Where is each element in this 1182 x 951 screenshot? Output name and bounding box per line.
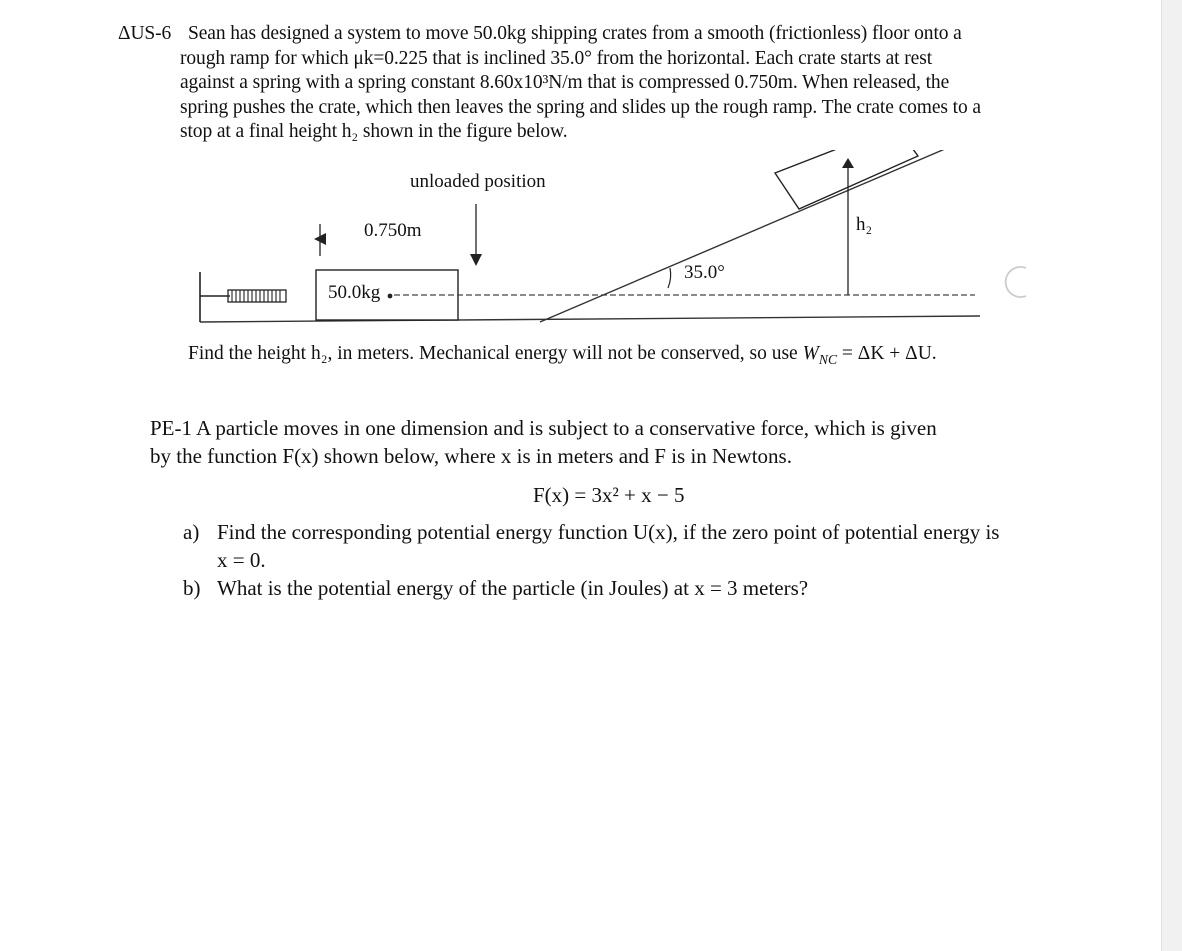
compression-label: 0.750m bbox=[364, 220, 422, 241]
angle-label: 35.0° bbox=[684, 262, 725, 283]
arrow-down-icon bbox=[470, 254, 482, 266]
find-text: Find the height h₂, in meters. Mechanical energy will not be conserved, so use bbox=[188, 343, 798, 364]
problem-text-line: Sean has designed a system to move 50.0kg shipping crates from a smooth (frictionless) floor onto a bbox=[188, 23, 962, 44]
problem-text-line: rough ramp for which μk=0.225 that is inclined 35.0° from the horizontal. Each crate starts at rest bbox=[180, 47, 933, 69]
spring-icon bbox=[228, 290, 286, 302]
question-text: What is the potential energy of the particle (in Joules) at x = 3 meters? bbox=[217, 576, 809, 600]
faint-circle-mark bbox=[1006, 267, 1026, 297]
height-label: h₂ bbox=[856, 214, 873, 235]
pe1-line: by the function F(x) shown below, where x is in meters and F is in Newtons. bbox=[150, 444, 792, 468]
unloaded-position-label: unloaded position bbox=[410, 171, 546, 192]
problem-text-line: against a spring with a spring constant 8.60x10³N/m that is compressed 0.750m. When released, the bbox=[180, 72, 950, 93]
problem-text-line: stop at a final height h₂ shown in the figure below. bbox=[180, 121, 568, 142]
crate-dot bbox=[388, 294, 393, 299]
ramp-line bbox=[540, 150, 980, 322]
crate-final bbox=[775, 150, 918, 209]
angle-arc bbox=[668, 268, 671, 288]
question-label: b) bbox=[183, 576, 201, 600]
pe1-questions bbox=[183, 518, 1003, 602]
problem-pe1 bbox=[150, 414, 1010, 470]
problem-label: ΔUS-6 bbox=[118, 23, 172, 44]
problem-aus6 bbox=[118, 22, 1053, 145]
ramp-spring-figure bbox=[190, 150, 1050, 330]
question-text: Find the corresponding potential energy function U(x), if the zero point of potential energy is x = 0. bbox=[217, 520, 1000, 572]
problem-text-line: spring pushes the crate, which then leaves the spring and slides up the rough ramp. The crate comes to a bbox=[180, 96, 981, 118]
equation-subscript: NC bbox=[818, 351, 838, 367]
question-label: a) bbox=[183, 520, 200, 544]
find-instruction bbox=[188, 342, 937, 372]
question-b bbox=[183, 574, 1003, 602]
equation-rhs: = ΔK + ΔU. bbox=[837, 343, 937, 364]
equation-w: W bbox=[802, 343, 819, 364]
vertical-scrollbar[interactable] bbox=[1161, 0, 1182, 951]
force-formula: F(x) = 3x² + x − 5 bbox=[533, 483, 685, 507]
mass-label: 50.0kg bbox=[328, 282, 381, 303]
question-a bbox=[183, 518, 1003, 574]
pe1-line: PE-1 A particle moves in one dimension and is subject to a conservative force, which is given bbox=[150, 416, 937, 440]
